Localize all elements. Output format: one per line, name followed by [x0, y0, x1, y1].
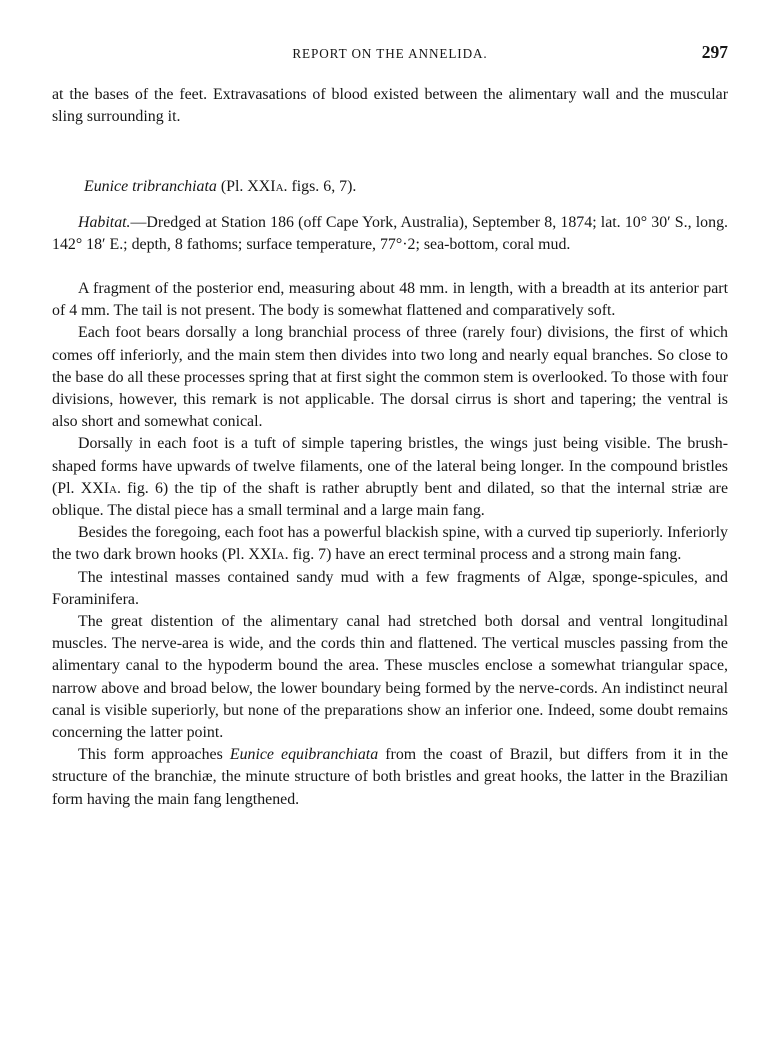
description-paragraph-7 [52, 744, 728, 811]
p4-plate-letter: a [276, 546, 285, 564]
page-header [52, 44, 728, 68]
habitat-paragraph [52, 212, 728, 256]
species-figure-ref: . figs. 6, 7). [283, 178, 357, 196]
description-paragraph-4 [52, 522, 728, 566]
p4-text-after: . fig. 7) have an erect terminal process and a strong main fang. [284, 546, 682, 564]
description-paragraph-2: Each foot bears dorsally a long branchial process of three (rarely four) divisions, the first of which comes off inferiorly, and the main stem then divides into two long and nearly equal branches. So close to the base do all these processes spring that at first sight the common stem is overlooked. To those with four divisions, however, this remark is not applicable. The dorsal cirrus is short and tapering; the ventral is also short and somewhat conical. [52, 324, 728, 431]
species-name: Eunice tribranchiata [84, 178, 217, 196]
page-body [52, 84, 728, 811]
description-paragraph-5: The intestinal masses contained sandy mud with a few fragments of Algæ, sponge-spicules, and Foraminifera. [52, 568, 728, 608]
page-number: 297 [701, 42, 728, 62]
running-title: REPORT ON THE ANNELIDA. [292, 46, 488, 61]
habitat-text: —Dredged at Station 186 (off Cape York, Australia), September 8, 1874; lat. 10° 30′ S., long. 142° 18′ E.; depth, 8 fathoms; surface temperature, 77°·2; sea-bottom, coral mud. [52, 213, 728, 253]
p4-text-before: Besides the foregoing, each foot has a powerful blackish spine, with a curved tip superiorly. Inferiorly the two dark brown hooks (Pl. XXI [52, 524, 728, 564]
description-paragraph-1: A fragment of the posterior end, measuring about 48 mm. in length, with a breadth at its anterior part of 4 mm. The tail is not present. The body is somewhat flattened and comparatively soft. [52, 280, 728, 320]
p7-species-name: Eunice equibranchiata [229, 746, 379, 764]
habitat-label: Habitat. [78, 213, 131, 231]
description-paragraph-6: The great distention of the alimentary canal had stretched both dorsal and ventral longitudinal muscles. The nerve-area is wide, and the cords thin and flattened. The vertical muscles passing from the alimentary canal to the hypoderm bound the area. These muscles enclose a somewhat triangular space, narrow above and broad below, the lower boundary being formed by the nerve-cords. An indistinct neural canal is visible superiorly, but none of the preparations show an inferior one. Indeed, some doubt remains concerning the latter point. [52, 613, 728, 742]
continuation-paragraph: at the bases of the feet. Extravasations of blood existed between the alimentary wall and the muscular sling surrounding it. [52, 86, 728, 126]
species-plate-letter: a [275, 178, 284, 196]
p3-text-before: Dorsally in each foot is a tuft of simple tapering bristles, the wings just being visible. The brush-shaped forms have upwards of twelve filaments, one of the lateral being longer. In the compound bristles (Pl. XXI [52, 435, 728, 497]
species-plate-ref: (Pl. XXI [216, 178, 276, 196]
description-paragraph-3 [52, 433, 728, 522]
p3-text-after: . fig. 6) the tip of the shaft is rather abruptly bent and dilated, so that the internal striæ are oblique. The distal piece has a small terminal and a large main fang. [52, 479, 728, 520]
p3-plate-letter: a [108, 479, 117, 497]
species-heading [52, 176, 728, 198]
p7-text-before: This form approaches [78, 746, 230, 764]
p7-text-after: from the coast of Brazil, but differs from it in the structure of the branchiæ, the minute structure of both bristles and great hooks, the latter in the Brazilian form having the main fang lengthened. [52, 746, 728, 808]
